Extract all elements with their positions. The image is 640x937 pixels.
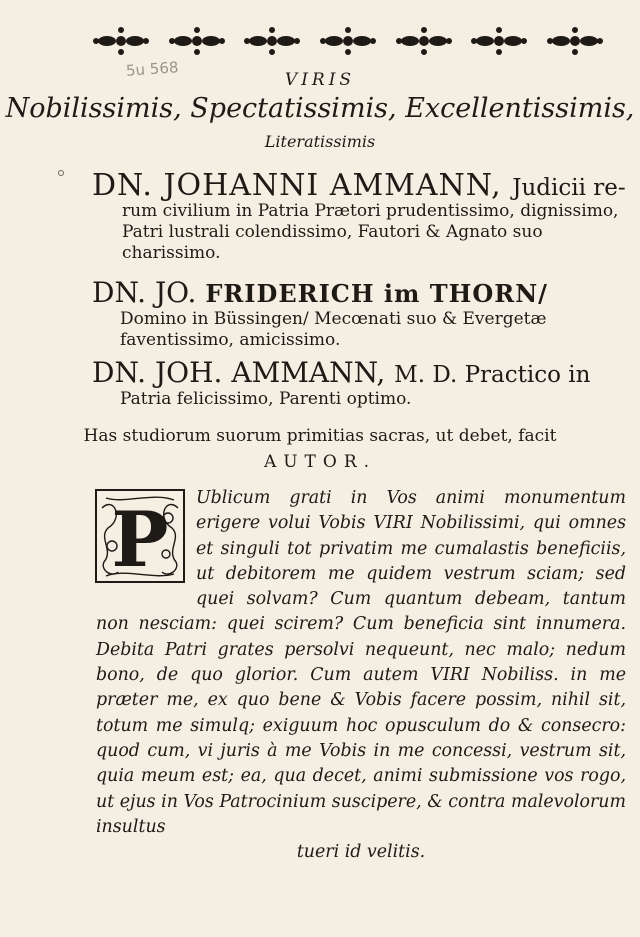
dedicatee-name-rest: Judicii re- xyxy=(512,175,626,201)
dedicatee-name xyxy=(92,276,622,309)
dedicatee-name-blackletter: FRIDERICH im THORN/ xyxy=(205,279,548,308)
fleuron-ornament-icon xyxy=(319,24,377,58)
dedicatee-name-text: DN. JOH. AMMANN, xyxy=(92,356,386,389)
dedicatee-name-rest: M. D. Practico in xyxy=(394,362,591,388)
dedicatee-3 xyxy=(92,356,622,410)
fleuron-ornament-icon xyxy=(546,24,604,58)
initial-spacer xyxy=(96,488,196,588)
dedicatee-name-text: DN. JOHANNI AMMANN, xyxy=(92,168,502,203)
fleuron-ornament-icon xyxy=(168,24,226,58)
heading-nobilissimis: Nobilissimis, Spectatissimis, Excellentissimis, xyxy=(5,93,635,124)
dedicatee-name xyxy=(92,356,622,389)
ornament-border xyxy=(92,24,604,58)
heading-literatissimis: Literatissimis xyxy=(264,132,376,151)
body-paragraph: Ublicum grati in Vos animi monumentum erigere volui Vobis VIRI Nobilissimi, qui omnes et singuli tot privatim me cumalastis beneficiis, ut debitorem me quidem vestrum sciam; sed quei solvam? Cum quantum debeam, tantum non nesciam: quei scirem? Cum beneficia sint innumera. Debita Patri grates persolvi nequeunt, nec malo; nedum bono, de quo glorior. Cum autem VIRI Nobiliss. in me præter me, ex quo bene & Vobis facere possim, nihil sit, totum me simulq; exiguum hoc opusculum do & consecro: quod cum, vi juris à me Vobis in me concessi, vestrum sit, quia meum est; ea, qua decet, animi submissione vos rogo, ut ejus in Vos Patrocinium suscipere, & contra malevolorum insultus xyxy=(96,488,626,837)
dedicatee-2 xyxy=(92,276,622,351)
dedicatee-name xyxy=(92,168,626,203)
author-line: AUTOR. xyxy=(263,452,377,472)
heading-viris: VIRIS xyxy=(284,70,356,90)
dedication-body xyxy=(96,486,626,865)
dedicatee-1 xyxy=(92,168,626,264)
dedicatee-name-text: DN. JO. xyxy=(92,276,197,309)
dedicatee-description: Domino in Büssingen/ Mecœnati suo & Evergetæ faventissimo, amicissimo. xyxy=(120,309,547,350)
fleuron-ornament-icon xyxy=(243,24,301,58)
fleuron-ornament-icon xyxy=(395,24,453,58)
fleuron-ornament-icon xyxy=(470,24,528,58)
initial-letter: P xyxy=(111,495,169,584)
dedicatee-description: Patria felicissimo, Parenti optimo. xyxy=(120,389,412,409)
dedicatee-description: rum civilium in Patria Prætori prudentissimo, dignissimo, Patri lustrali colendissimo, Fautori & Agnato suo charissimo. xyxy=(122,201,619,263)
pencil-shelfmark: 5u 568 xyxy=(125,58,180,80)
body-final-line: tueri id velitis. xyxy=(296,842,426,863)
fleuron-ornament-icon xyxy=(92,24,150,58)
dedication-line: Has studiorum suorum primitias sacras, ut debet, facit xyxy=(83,426,557,446)
margin-mark xyxy=(58,170,64,176)
